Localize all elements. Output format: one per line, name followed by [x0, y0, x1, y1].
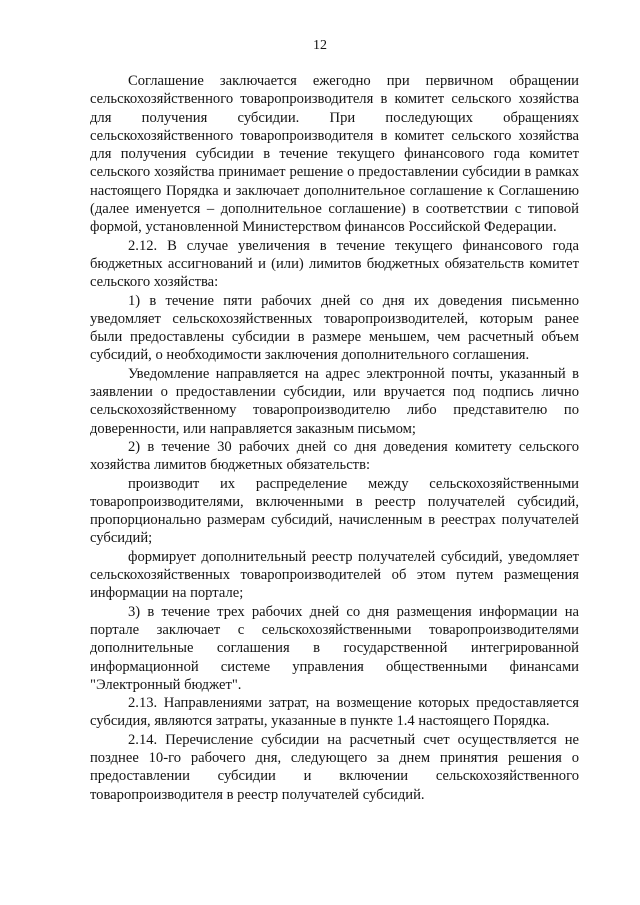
document-body — [90, 72, 579, 804]
paragraph-2-12-item-2: 2) в течение 30 рабочих дней со дня доведения комитету сельского хозяйства лимитов бюджетных обязательств: — [90, 438, 579, 474]
paragraph-2-14: 2.14. Перечисление субсидии на расчетный счет осуществляется не позднее 10-го рабочего дня, следующего за днем принятия решения о предоставлении субсидии и включении сельскохозяйственного товаропроизводителя в реестр получателей субсидий. — [90, 731, 579, 803]
paragraph-2-12-item-1: 1) в течение пяти рабочих дней со дня их доведения письменно уведомляет сельскохозяйственных товаропроизводителей, которым ранее были предоставлены субсидии в размере меньшем, чем расчетный объем субсидий, о необходимости заключения дополнительного соглашения. — [90, 292, 579, 364]
paragraph-distribution: производит их распределение между сельскохозяйственными товаропроизводителями, включенными в реестр получателей субсидий, пропорционально размерам субсидий, начисленным в реестрах получателей субсидий; — [90, 475, 579, 547]
paragraph-2-12-item-3: 3) в течение трех рабочих дней со дня размещения информации на портале заключает с сельскохозяйственными товаропроизводителями дополнительные соглашения в государственной интегрированной информационной системе управления общественными финансами "Электронный бюджет". — [90, 603, 579, 693]
paragraph-additional-registry: формирует дополнительный реестр получателей субсидий, уведомляет сельскохозяйственных товаропроизводителей об этом путем размещения информации на портале; — [90, 548, 579, 602]
paragraph-2-12: 2.12. В случае увеличения в течение текущего финансового года бюджетных ассигнований и (или) лимитов бюджетных обязательств комитет сельского хозяйства: — [90, 237, 579, 291]
paragraph-agreement: Соглашение заключается ежегодно при первичном обращении сельскохозяйственного товаропроизводителя в комитет сельского хозяйства для получения субсидии. При последующих обращениях сельскохозяйственного товаропроизводителя в комитет сельского хозяйства для получения субсидии в течение текущего финансового года комитет сельского хозяйства принимает решение о предоставлении субсидии в рамках настоящего Порядка и заключает дополнительное соглашение к Соглашению (далее именуется – дополнительное соглашение) в соответствии с типовой формой, установленной Министерством финансов Российской Федерации. — [90, 73, 579, 236]
paragraph-2-13: 2.13. Направлениями затрат, на возмещение которых предоставляется субсидия, являются затраты, указанные в пункте 1.4 настоящего Порядка. — [90, 695, 579, 730]
paragraph-notification: Уведомление направляется на адрес электронной почты, указанный в заявлении о предоставлении субсидии, или вручается под подпись лично сельскохозяйственному товаропроизводителю либо представителю по доверенности, или направляется заказным письмом; — [90, 365, 579, 437]
page-number: 12 — [313, 38, 327, 53]
